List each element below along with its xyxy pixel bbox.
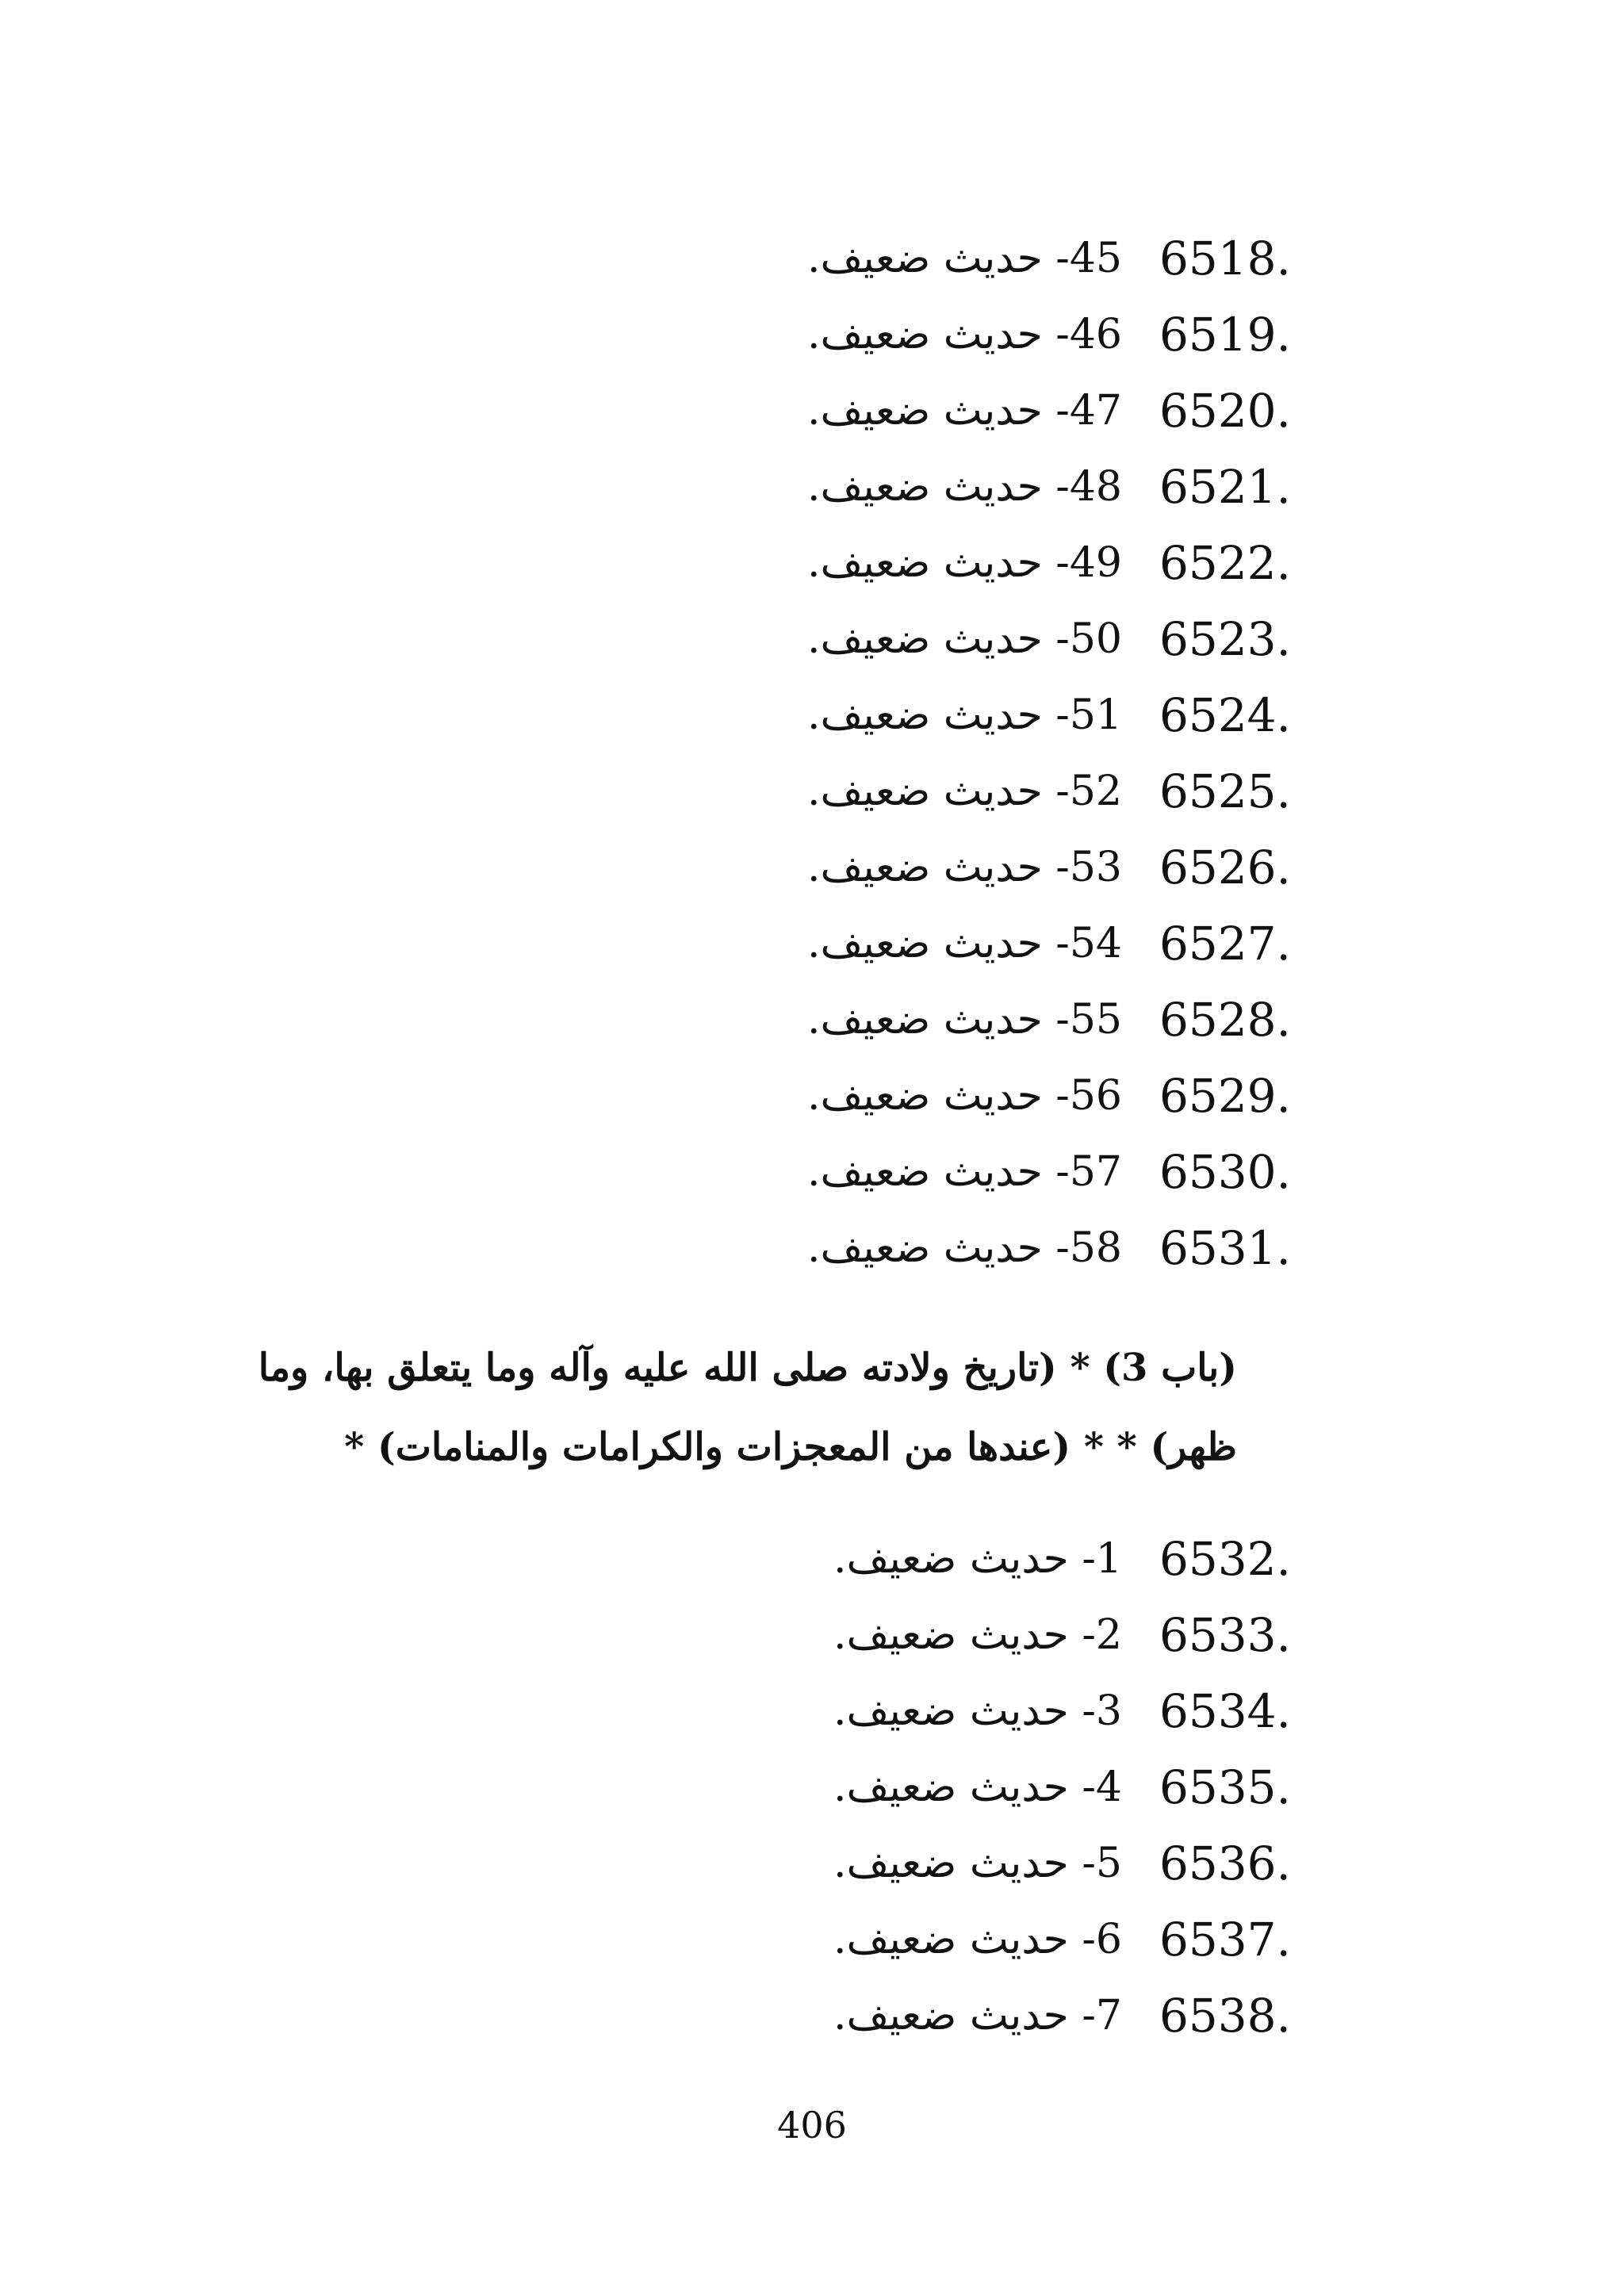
entry-number: 6538. [1159,1989,1291,2043]
list-item [0,1825,1624,1901]
list-item [0,1901,1624,1978]
entry-number: 6532. [1159,1532,1291,1586]
entry-number: 6534. [1159,1684,1291,1738]
list-item [0,1597,1624,1673]
entry-list-bottom [0,1521,1624,2054]
entry-text: 53- حديث ضعيف. [806,844,1122,891]
list-item [0,1521,1624,1597]
entry-text: 1- حديث ضعيف. [833,1535,1122,1583]
list-item [0,601,1624,677]
list-item [0,1058,1624,1134]
entry-text: 7- حديث ضعيف. [833,1992,1122,2039]
entry-number: 6535. [1159,1760,1291,1814]
entry-number: 6527. [1159,917,1291,971]
entry-number: 6531. [1159,1221,1291,1275]
entry-text: 4- حديث ضعيف. [833,1764,1122,1811]
entry-text: 50- حديث ضعيف. [806,615,1122,663]
list-item [0,677,1624,753]
chapter-heading-line-1: (باب 3) * (تاريخ ولادته صلى الله عليه وآله وما يتعلق بها، وما [258,1346,1237,1390]
entry-number: 6525. [1159,764,1291,818]
entry-text: 55- حديث ضعيف. [806,996,1122,1044]
entry-text: 56- حديث ضعيف. [806,1072,1122,1120]
page-number: 406 [777,2104,847,2147]
list-item [0,1134,1624,1210]
list-item [0,906,1624,982]
entry-number: 6537. [1159,1913,1291,1967]
entry-number: 6523. [1159,612,1291,666]
entry-number: 6524. [1159,688,1291,742]
list-item [0,753,1624,829]
entry-number: 6536. [1159,1836,1291,1890]
list-item [0,1978,1624,2054]
entry-text: 58- حديث ضعيف. [806,1224,1122,1272]
entry-number: 6528. [1159,993,1291,1047]
list-item [0,297,1624,373]
list-item [0,1749,1624,1825]
entry-number: 6520. [1159,384,1291,438]
entry-number: 6526. [1159,841,1291,894]
list-item [0,373,1624,449]
chapter-heading [258,1328,1237,1487]
entry-text: 45- حديث ضعيف. [806,235,1122,282]
entry-number: 6522. [1159,536,1291,590]
entry-text: 6- حديث ضعيف. [833,1916,1122,1963]
entry-number: 6519. [1159,308,1291,362]
entry-number: 6529. [1159,1069,1291,1123]
entry-text: 57- حديث ضعيف. [806,1148,1122,1196]
list-item [0,220,1624,297]
list-item [0,1210,1624,1286]
entry-list-top [0,220,1624,1286]
entry-text: 3- حديث ضعيف. [833,1687,1122,1735]
entry-text: 5- حديث ضعيف. [833,1840,1122,1887]
entry-number: 6533. [1159,1608,1291,1662]
entry-text: 47- حديث ضعيف. [806,387,1122,435]
chapter-heading-line-2: ظهر) * * (عندها من المعجزات والكرامات والمنامات) * [344,1425,1237,1469]
entry-text: 48- حديث ضعيف. [806,463,1122,511]
entry-text: 52- حديث ضعيف. [806,768,1122,815]
entry-text: 46- حديث ضعيف. [806,311,1122,358]
list-item [0,982,1624,1058]
list-item [0,525,1624,601]
entry-number: 6518. [1159,232,1291,285]
entry-number: 6530. [1159,1145,1291,1199]
entry-number: 6521. [1159,460,1291,514]
entry-text: 49- حديث ضعيف. [806,539,1122,587]
list-item [0,829,1624,906]
entry-text: 51- حديث ضعيف. [806,691,1122,739]
entry-text: 54- حديث ضعيف. [806,920,1122,967]
entry-text: 2- حديث ضعيف. [833,1611,1122,1659]
list-item [0,1673,1624,1749]
list-item [0,449,1624,525]
